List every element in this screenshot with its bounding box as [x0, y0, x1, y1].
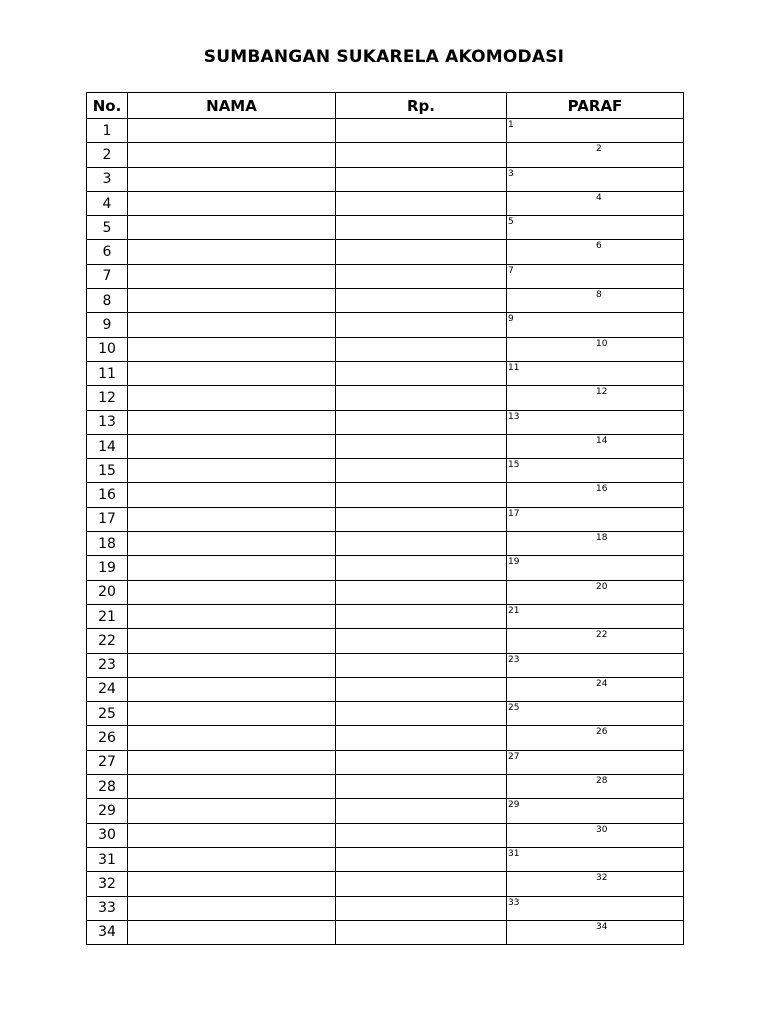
- table-row: [87, 556, 684, 580]
- rp-cell[interactable]: [336, 920, 507, 944]
- row-number: 3: [87, 167, 128, 191]
- table-row: [87, 896, 684, 920]
- table-row: [87, 775, 684, 799]
- table-row: [87, 410, 684, 434]
- rp-cell[interactable]: [336, 580, 507, 604]
- paraf-number: 8: [596, 290, 602, 301]
- paraf-cell[interactable]: [507, 264, 684, 288]
- rp-cell[interactable]: [336, 337, 507, 361]
- nama-cell[interactable]: [128, 361, 336, 385]
- nama-cell[interactable]: [128, 119, 336, 143]
- paraf-number: 26: [596, 727, 608, 738]
- paraf-cell[interactable]: [507, 507, 684, 531]
- table-row: [87, 191, 684, 215]
- nama-cell[interactable]: [128, 191, 336, 215]
- row-number: 14: [87, 434, 128, 458]
- table-row: [87, 289, 684, 313]
- row-number: 24: [87, 677, 128, 701]
- paraf-cell[interactable]: [507, 896, 684, 920]
- table-row: [87, 264, 684, 288]
- row-number: 22: [87, 629, 128, 653]
- nama-cell[interactable]: [128, 726, 336, 750]
- paraf-cell[interactable]: [507, 216, 684, 240]
- row-number: 23: [87, 653, 128, 677]
- rp-cell[interactable]: [336, 361, 507, 385]
- row-number: 34: [87, 920, 128, 944]
- table-row: [87, 629, 684, 653]
- table-row: [87, 677, 684, 701]
- rp-cell[interactable]: [336, 410, 507, 434]
- rp-cell[interactable]: [336, 289, 507, 313]
- paraf-number: 19: [508, 557, 520, 568]
- row-number: 7: [87, 264, 128, 288]
- paraf-cell[interactable]: [507, 410, 684, 434]
- paraf-number: 32: [596, 873, 608, 884]
- nama-cell[interactable]: [128, 556, 336, 580]
- paraf-cell[interactable]: [507, 799, 684, 823]
- rp-cell[interactable]: [336, 872, 507, 896]
- row-number: 30: [87, 823, 128, 847]
- paraf-number: 16: [596, 484, 608, 495]
- rp-cell[interactable]: [336, 896, 507, 920]
- paraf-number: 27: [508, 751, 520, 762]
- paraf-cell[interactable]: [507, 434, 684, 458]
- paraf-cell[interactable]: [507, 702, 684, 726]
- table-header-row: [87, 93, 684, 119]
- row-number: 21: [87, 604, 128, 628]
- paraf-number: 33: [508, 897, 520, 908]
- rp-cell[interactable]: [336, 726, 507, 750]
- nama-cell[interactable]: [128, 216, 336, 240]
- paraf-cell[interactable]: [507, 313, 684, 337]
- paraf-cell[interactable]: [507, 580, 684, 604]
- rp-cell[interactable]: [336, 677, 507, 701]
- paraf-cell[interactable]: [507, 556, 684, 580]
- nama-cell[interactable]: [128, 702, 336, 726]
- nama-cell[interactable]: [128, 313, 336, 337]
- nama-cell[interactable]: [128, 677, 336, 701]
- nama-cell[interactable]: [128, 580, 336, 604]
- nama-cell[interactable]: [128, 823, 336, 847]
- row-number: 20: [87, 580, 128, 604]
- paraf-number: 17: [508, 508, 520, 519]
- table-row: [87, 313, 684, 337]
- row-number: 15: [87, 459, 128, 483]
- rp-cell[interactable]: [336, 799, 507, 823]
- rp-cell[interactable]: [336, 775, 507, 799]
- paraf-cell[interactable]: [507, 823, 684, 847]
- row-number: 2: [87, 143, 128, 167]
- nama-cell[interactable]: [128, 167, 336, 191]
- nama-cell[interactable]: [128, 653, 336, 677]
- rp-cell[interactable]: [336, 119, 507, 143]
- row-number: 12: [87, 386, 128, 410]
- nama-cell[interactable]: [128, 872, 336, 896]
- table-row: [87, 702, 684, 726]
- table-row: [87, 872, 684, 896]
- paraf-number: 1: [508, 120, 514, 130]
- rp-cell[interactable]: [336, 143, 507, 167]
- paraf-number: 11: [508, 362, 520, 373]
- paraf-cell[interactable]: [507, 459, 684, 483]
- row-number: 33: [87, 896, 128, 920]
- paraf-number: 6: [596, 241, 602, 252]
- row-number: 31: [87, 847, 128, 871]
- nama-cell[interactable]: [128, 143, 336, 167]
- header-nama: NAMA: [128, 93, 336, 119]
- row-number: 6: [87, 240, 128, 264]
- paraf-cell[interactable]: [507, 920, 684, 944]
- table-row: [87, 823, 684, 847]
- paraf-cell[interactable]: [507, 726, 684, 750]
- row-number: 5: [87, 216, 128, 240]
- rp-cell[interactable]: [336, 240, 507, 264]
- nama-cell[interactable]: [128, 532, 336, 556]
- nama-cell[interactable]: [128, 240, 336, 264]
- rp-cell[interactable]: [336, 459, 507, 483]
- row-number: 28: [87, 775, 128, 799]
- paraf-number: 12: [596, 387, 608, 398]
- paraf-number: 4: [596, 192, 602, 203]
- paraf-cell[interactable]: [507, 775, 684, 799]
- rp-cell[interactable]: [336, 264, 507, 288]
- row-number: 8: [87, 289, 128, 313]
- nama-cell[interactable]: [128, 264, 336, 288]
- paraf-number: 31: [508, 848, 520, 859]
- paraf-number: 10: [596, 338, 608, 349]
- row-number: 9: [87, 313, 128, 337]
- nama-cell[interactable]: [128, 410, 336, 434]
- nama-cell[interactable]: [128, 434, 336, 458]
- rp-cell[interactable]: [336, 532, 507, 556]
- table-row: [87, 532, 684, 556]
- paraf-cell[interactable]: [507, 361, 684, 385]
- header-rp: Rp.: [336, 93, 507, 119]
- paraf-number: 21: [508, 605, 520, 616]
- paraf-cell[interactable]: [507, 240, 684, 264]
- paraf-cell[interactable]: [507, 604, 684, 628]
- table-row: [87, 167, 684, 191]
- table-row: [87, 459, 684, 483]
- paraf-cell[interactable]: [507, 847, 684, 871]
- paraf-number: 25: [508, 703, 520, 714]
- rp-cell[interactable]: [336, 629, 507, 653]
- rp-cell[interactable]: [336, 313, 507, 337]
- rp-cell[interactable]: [336, 702, 507, 726]
- paraf-cell[interactable]: [507, 119, 684, 143]
- paraf-cell[interactable]: [507, 483, 684, 507]
- paraf-number: 20: [596, 581, 608, 592]
- paraf-number: 24: [596, 678, 608, 689]
- nama-cell[interactable]: [128, 775, 336, 799]
- nama-cell[interactable]: [128, 847, 336, 871]
- paraf-number: 23: [508, 654, 520, 665]
- paraf-number: 15: [508, 460, 520, 471]
- paraf-number: 14: [596, 435, 608, 446]
- paraf-cell[interactable]: [507, 337, 684, 361]
- nama-cell[interactable]: [128, 386, 336, 410]
- nama-cell[interactable]: [128, 629, 336, 653]
- rp-cell[interactable]: [336, 750, 507, 774]
- rp-cell[interactable]: [336, 167, 507, 191]
- row-number: 19: [87, 556, 128, 580]
- nama-cell[interactable]: [128, 896, 336, 920]
- table-row: [87, 726, 684, 750]
- table-body: [87, 119, 684, 945]
- nama-cell[interactable]: [128, 920, 336, 944]
- row-number: 29: [87, 799, 128, 823]
- rp-cell[interactable]: [336, 386, 507, 410]
- table-row: [87, 847, 684, 871]
- paraf-cell[interactable]: [507, 750, 684, 774]
- paraf-number: 5: [508, 217, 514, 228]
- row-number: 17: [87, 507, 128, 531]
- table-row: [87, 799, 684, 823]
- rp-cell[interactable]: [336, 434, 507, 458]
- paraf-number: 29: [508, 800, 520, 811]
- table-row: [87, 750, 684, 774]
- document-title: SUMBANGAN SUKARELA AKOMODASI: [203, 47, 565, 67]
- paraf-number: 3: [508, 168, 514, 179]
- paraf-number: 30: [596, 824, 608, 835]
- header-no: No.: [87, 93, 128, 119]
- paraf-cell[interactable]: [507, 532, 684, 556]
- row-number: 11: [87, 361, 128, 385]
- rp-cell[interactable]: [336, 823, 507, 847]
- paraf-number: 9: [508, 314, 514, 325]
- paraf-cell[interactable]: [507, 629, 684, 653]
- table-row: [87, 240, 684, 264]
- nama-cell[interactable]: [128, 337, 336, 361]
- rp-cell[interactable]: [336, 653, 507, 677]
- table-row: [87, 434, 684, 458]
- paraf-cell[interactable]: [507, 653, 684, 677]
- rp-cell[interactable]: [336, 556, 507, 580]
- paraf-number: 34: [596, 921, 608, 932]
- rp-cell[interactable]: [336, 847, 507, 871]
- paraf-number: 2: [596, 144, 602, 155]
- paraf-cell[interactable]: [507, 191, 684, 215]
- paraf-number: 18: [596, 533, 608, 544]
- paraf-number: 28: [596, 776, 608, 787]
- nama-cell[interactable]: [128, 289, 336, 313]
- table-row: [87, 143, 684, 167]
- rp-cell[interactable]: [336, 507, 507, 531]
- table-row: [87, 580, 684, 604]
- table-row: [87, 216, 684, 240]
- table-row: [87, 483, 684, 507]
- table-row: [87, 337, 684, 361]
- nama-cell[interactable]: [128, 507, 336, 531]
- rp-cell[interactable]: [336, 604, 507, 628]
- row-number: 18: [87, 532, 128, 556]
- rp-cell[interactable]: [336, 191, 507, 215]
- row-number: 27: [87, 750, 128, 774]
- table-row: [87, 653, 684, 677]
- nama-cell[interactable]: [128, 483, 336, 507]
- row-number: 1: [87, 119, 128, 143]
- row-number: 26: [87, 726, 128, 750]
- nama-cell[interactable]: [128, 799, 336, 823]
- rp-cell[interactable]: [336, 483, 507, 507]
- table-row: [87, 920, 684, 944]
- row-number: 10: [87, 337, 128, 361]
- table-row: [87, 119, 684, 143]
- rp-cell[interactable]: [336, 216, 507, 240]
- row-number: 25: [87, 702, 128, 726]
- nama-cell[interactable]: [128, 459, 336, 483]
- table-row: [87, 604, 684, 628]
- paraf-cell[interactable]: [507, 143, 684, 167]
- paraf-cell[interactable]: [507, 167, 684, 191]
- row-number: 4: [87, 191, 128, 215]
- paraf-number: 7: [508, 265, 514, 276]
- paraf-cell[interactable]: [507, 386, 684, 410]
- table-row: [87, 361, 684, 385]
- table-row: [87, 386, 684, 410]
- header-paraf: PARAF: [507, 93, 684, 119]
- paraf-cell[interactable]: [507, 677, 684, 701]
- paraf-number: 22: [596, 630, 608, 641]
- nama-cell[interactable]: [128, 750, 336, 774]
- paraf-number: 13: [508, 411, 520, 422]
- table-row: [87, 507, 684, 531]
- paraf-cell[interactable]: [507, 872, 684, 896]
- contribution-table: [86, 92, 684, 945]
- nama-cell[interactable]: [128, 604, 336, 628]
- row-number: 32: [87, 872, 128, 896]
- paraf-cell[interactable]: [507, 289, 684, 313]
- row-number: 16: [87, 483, 128, 507]
- row-number: 13: [87, 410, 128, 434]
